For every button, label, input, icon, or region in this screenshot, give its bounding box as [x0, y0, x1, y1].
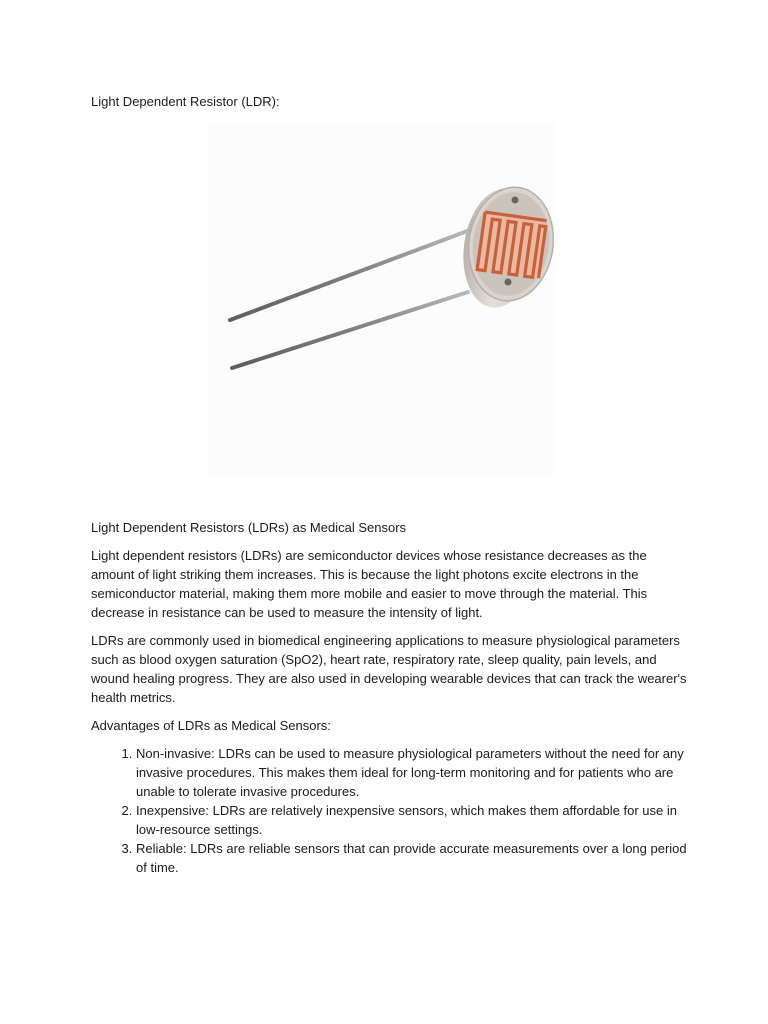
ldr-figure — [208, 122, 554, 476]
advantage-text: LDRs are relatively inexpensive sensors, which makes them affordable for use in low-resource settings. — [136, 803, 677, 837]
advantage-label: Reliable : — [136, 841, 190, 856]
list-item — [136, 801, 691, 839]
ldr-photo-icon — [208, 122, 554, 476]
paragraph-ldr-definition: Light dependent resistors (LDRs) are semiconductor devices whose resistance decreases as the amount of light striking them increases. This is because the light photons excite electrons in the semiconductor material, making them more mobile and easier to move through the material. This decrease in resistance can be used to measure the intensity of light. — [91, 548, 648, 620]
page-heading: Light Dependent Resistor (LDR): — [91, 94, 280, 109]
advantage-text: LDRs can be used to measure physiological parameters without the need for any invasive procedures. This makes them ideal for long-term monitoring and for patients who are unable to tolerate invasive procedures. — [136, 746, 684, 799]
list-item — [136, 744, 691, 801]
section-title: Light Dependent Resistors (LDRs) as Medical Sensors — [91, 520, 407, 535]
document-body — [91, 518, 691, 877]
advantage-text: LDRs are reliable sensors that can provide accurate measurements over a long period of time. — [136, 841, 687, 875]
advantages-list — [91, 744, 691, 877]
advantage-label: Non-invasive : — [136, 746, 218, 761]
list-item — [136, 839, 691, 877]
advantage-label: Inexpensive : — [136, 803, 213, 818]
paragraph-ldr-applications: LDRs are commonly used in biomedical engineering applications to measure physiological parameters such as blood oxygen saturation (SpO2), heart rate, respiratory rate, sleep quality, pain levels, and wound healing progress. They are also used in developing wearable devices that can track the wearer's health metrics. — [91, 633, 687, 705]
advantages-title: Advantages of LDRs as Medical Sensors: — [91, 718, 331, 733]
